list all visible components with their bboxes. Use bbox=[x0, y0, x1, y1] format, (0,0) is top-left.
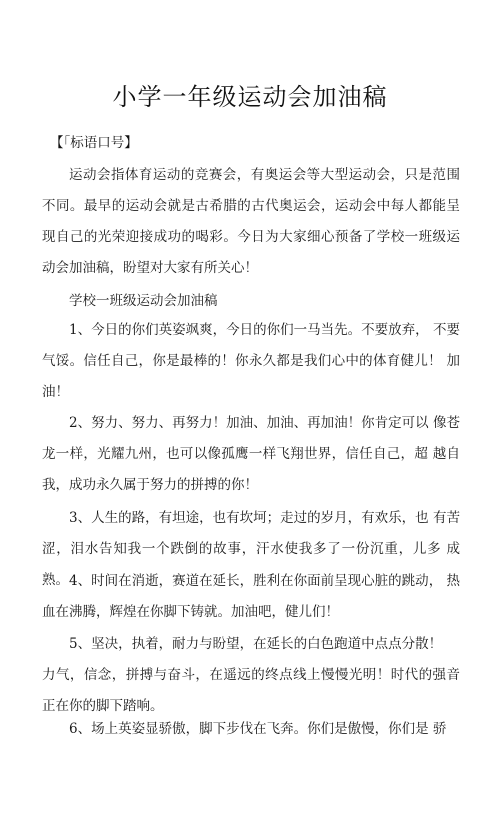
list-item-4: 4、时间在消逝，赛道在延长，胜利在你面前呈现心脏的跳动， 热血在沸腾，辉煌在你脚下铸就。加油吧，健儿们！ bbox=[42, 573, 460, 620]
list-item-5-continuation: 力气，信念，拼搏与奋斗，在遥远的终点线上慢慢光明！时代的强音 正在你的脚下踏响。 bbox=[42, 667, 460, 714]
section-label: 【「标语口号】 bbox=[50, 135, 138, 151]
list-item-5: 5、坚决，执着，耐力与盼望，在延长的白色跑道中点点分散！ bbox=[69, 636, 443, 652]
list-item-3: 3、人生的路，有坦途，也有坎坷；走过的岁月，有欢乐，也 有苦涩，泪水告知我一个跌倒的故事，汗水使我多了一份沉重，儿多 成熟。 bbox=[42, 510, 460, 588]
subheading: 学校一班级运动会加油稿 bbox=[69, 293, 218, 309]
list-item-2: 2、努力、努力、再努力！加油、加油、再加油！你肯定可以 像苍龙一样，光耀九州，也可以像孤鹰一样飞翔世界，信任自己，超 越自我，成功永久属于努力的拼搏的你！ bbox=[42, 415, 460, 493]
list-item-6: 6、场上英姿显骄傲，脚下步伐在飞奔。你们是傲慢，你们是 骄 bbox=[69, 721, 447, 737]
list-item-1: 1、今日的你们英姿飒爽，今日的你们一马当先。不要放弃， 不要气馁。信任自己，你是最棒的！你永久都是我们心中的体育健儿！ 加油！ bbox=[42, 322, 460, 400]
intro-paragraph: 运动会指体育运动的竞赛会，有奥运会等大型运动会，只是范围 不同。最早的运动会就是古希腊的古代奥运会，运动会中每人都能呈 现自己的光荣迎接成功的喝彩。今日为大家细心预备了学校一班级运 动会加油稿，盼望对大家有所关心！ bbox=[42, 167, 460, 276]
page-title: 小学一年级运动会加油稿 bbox=[112, 83, 388, 111]
